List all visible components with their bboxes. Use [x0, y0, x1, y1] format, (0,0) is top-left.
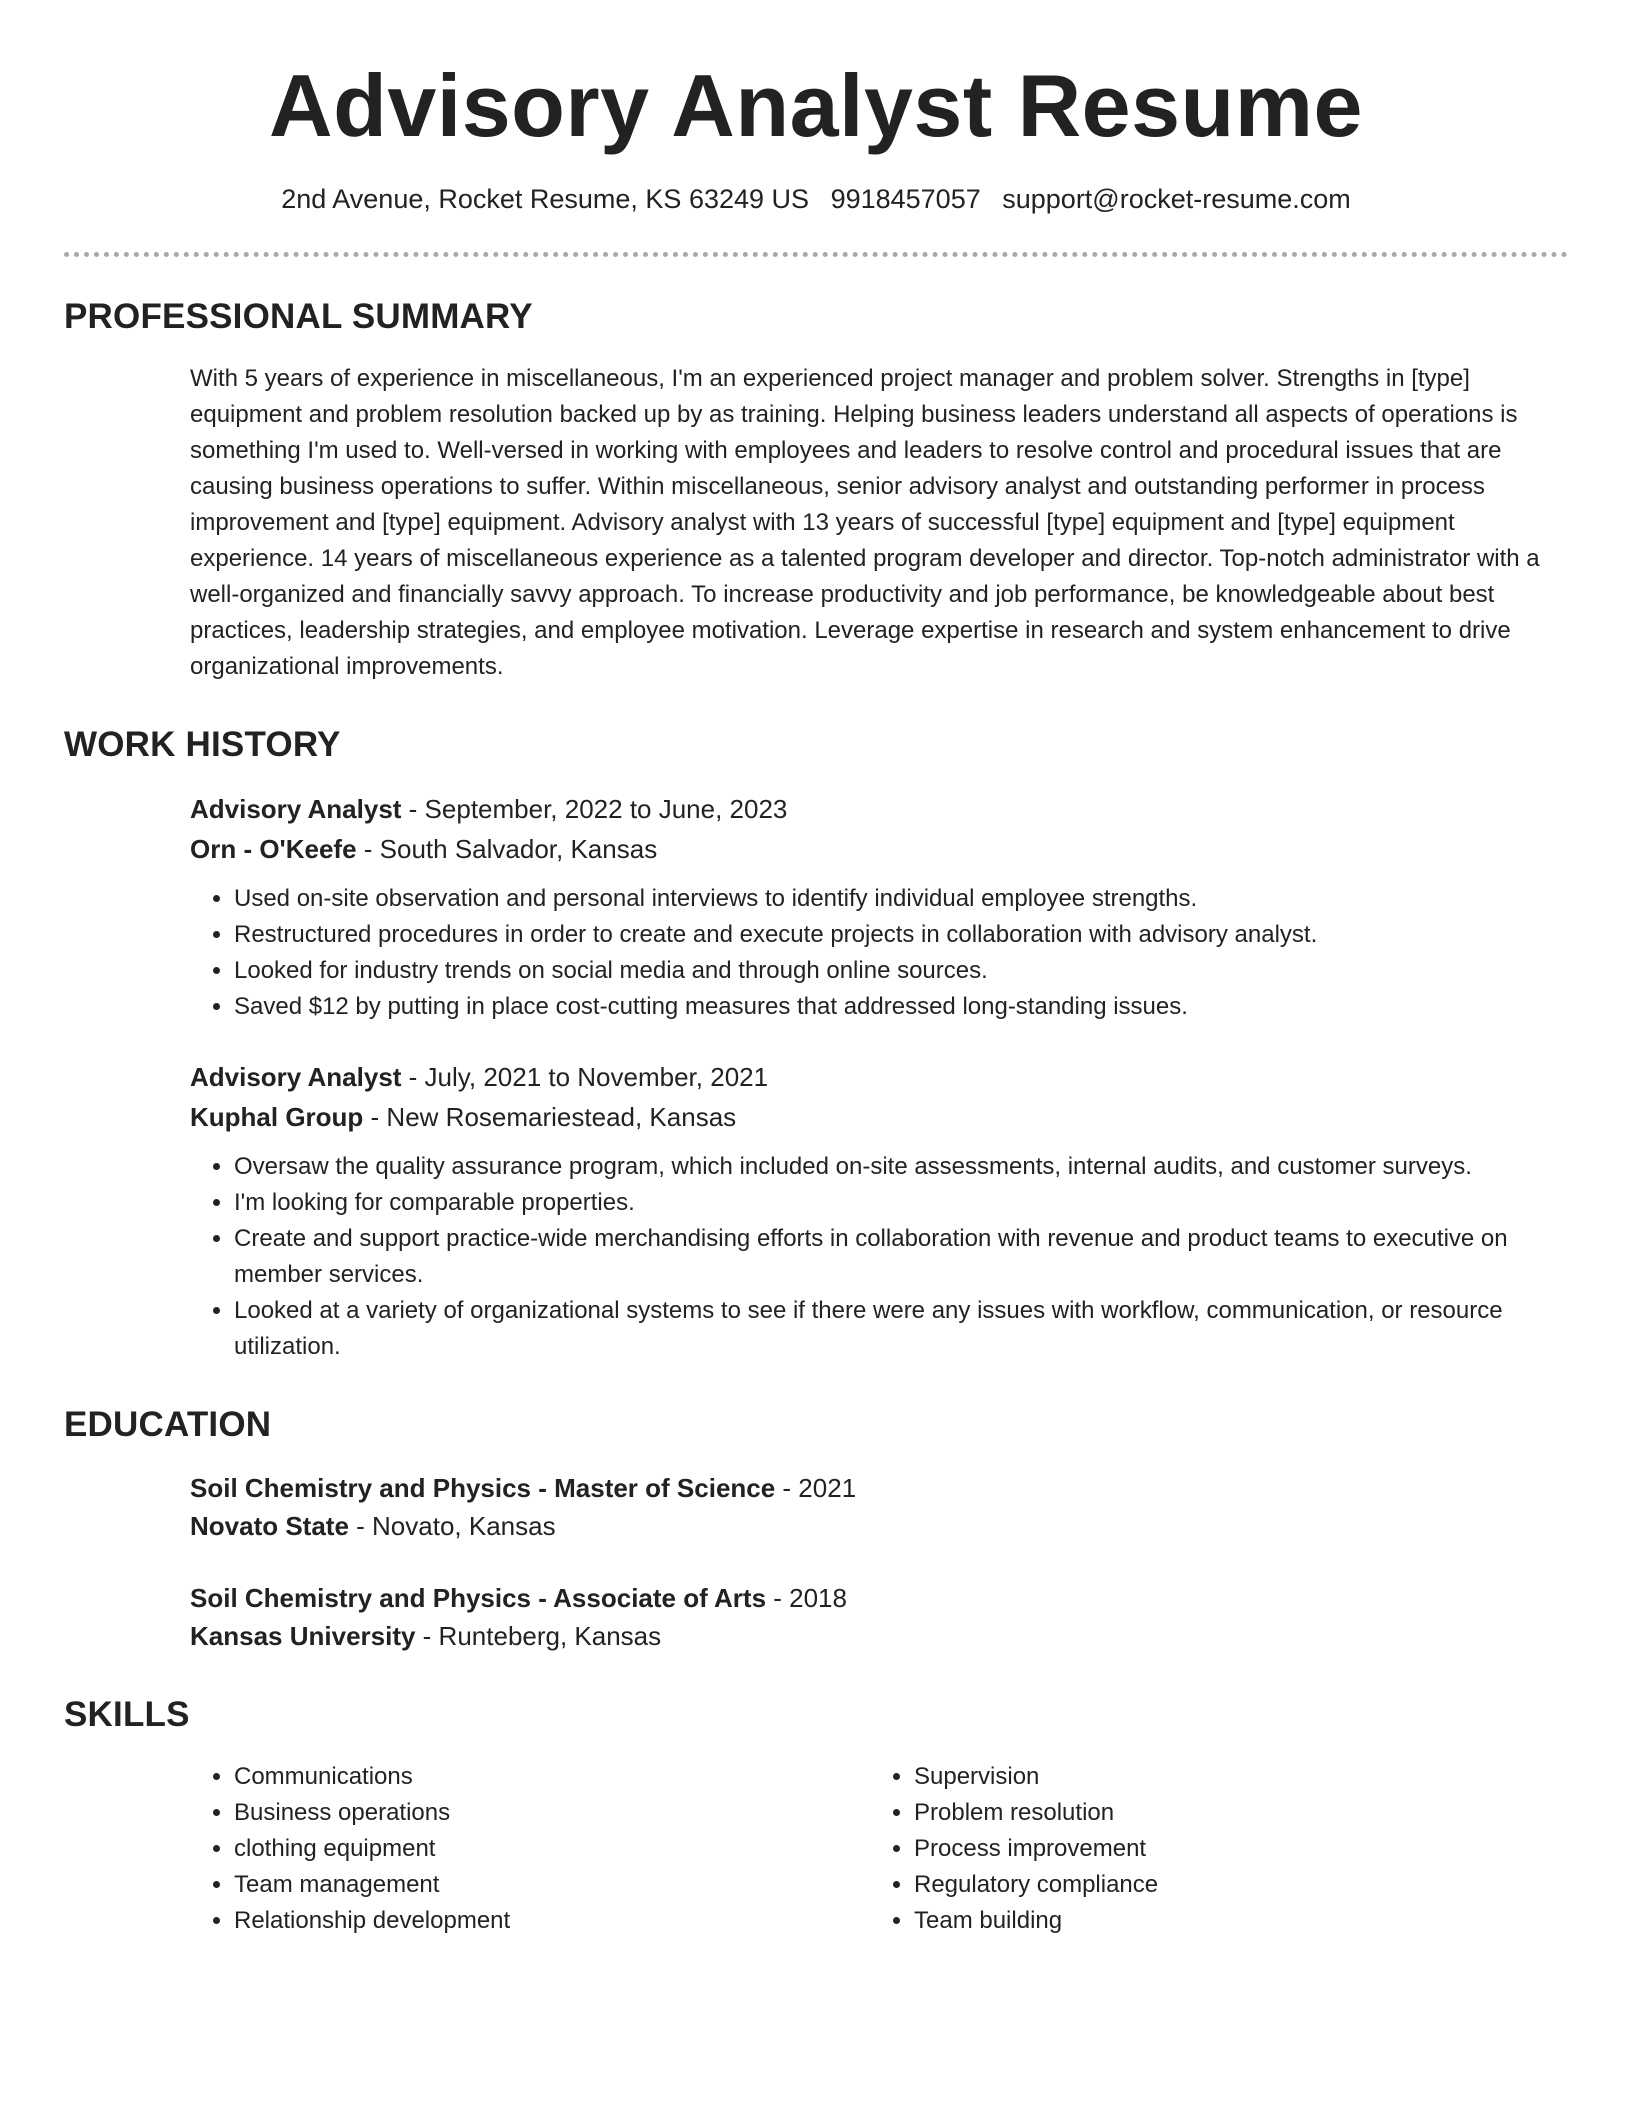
contact-email: support@rocket-resume.com [1002, 184, 1351, 214]
skill-item: • Team building [914, 1903, 1550, 1939]
education-degree-line [190, 1579, 1568, 1617]
skill-item: • Business operations [234, 1795, 870, 1831]
skill-item: • Supervision [914, 1759, 1550, 1795]
education-degree-line [190, 1469, 1568, 1507]
summary-heading: PROFESSIONAL SUMMARY [64, 297, 533, 336]
skills-list [190, 1759, 870, 1939]
education-section [64, 1403, 1568, 1655]
job-bullets [190, 1149, 1568, 1365]
job-title-line [190, 789, 1568, 829]
job-location: - South Salvador, Kansas [356, 834, 658, 864]
job-role: Advisory Analyst [190, 1062, 402, 1092]
job-role: Advisory Analyst [190, 794, 402, 824]
contact-line [64, 182, 1568, 216]
job-bullet: • Looked for industry trends on social media and through online sources. [234, 953, 1568, 989]
job-bullet: • Looked at a variety of organizational systems to see if there were any issues with workflow, communication, or resource utilization. [234, 1293, 1568, 1365]
job-bullet: • I'm looking for comparable properties. [234, 1185, 1568, 1221]
job-dates: - September, 2022 to June, 2023 [401, 794, 788, 824]
job-company-line [190, 829, 1568, 869]
skill-item: • Problem resolution [914, 1795, 1550, 1831]
contact-phone: 9918457057 [830, 184, 981, 214]
job-bullet: • Oversaw the quality assurance program, which included on-site assessments, internal audits, and customer surveys. [234, 1149, 1568, 1185]
skills-section [64, 1693, 1568, 1939]
job-company: Orn - O'Keefe [190, 834, 357, 864]
job-company-line [190, 1097, 1568, 1137]
skill-item: • clothing equipment [234, 1831, 870, 1867]
job-bullet: • Saved $12 by putting in place cost-cutting measures that addressed long-standing issues. [234, 989, 1568, 1025]
education-school: Kansas University [190, 1621, 416, 1651]
skills-list [870, 1759, 1550, 1939]
skills-column-right [870, 1759, 1550, 1939]
job-bullet: • Restructured procedures in order to create and execute projects in collaboration with advisory analyst. [234, 917, 1568, 953]
job-entry [190, 789, 1568, 1025]
skills-column-left [190, 1759, 870, 1939]
education-location: - Novato, Kansas [348, 1511, 556, 1541]
skills-grid [64, 1759, 1568, 1939]
work-history-section [64, 723, 1568, 1365]
resume-header [64, 0, 1568, 257]
skill-item: • Team management [234, 1867, 870, 1903]
job-dates: - July, 2021 to November, 2021 [401, 1062, 769, 1092]
header-divider [64, 252, 1568, 257]
job-company: Kuphal Group [190, 1102, 364, 1132]
job-entry [190, 1057, 1568, 1365]
skills-heading: SKILLS [64, 1695, 190, 1734]
job-location: - New Rosemariestead, Kansas [363, 1102, 737, 1132]
contact-address: 2nd Avenue, Rocket Resume, KS 63249 US [281, 184, 810, 214]
education-entry [190, 1579, 1568, 1655]
job-bullet: • Used on-site observation and personal interviews to identify individual employee strengths. [234, 881, 1568, 917]
work-history-heading: WORK HISTORY [64, 725, 341, 764]
job-bullet: • Create and support practice-wide merchandising efforts in collaboration with revenue and product teams to executive on member services. [234, 1221, 1568, 1293]
education-school: Novato State [190, 1511, 349, 1541]
resume-title: Advisory Analyst Resume [269, 56, 1363, 155]
job-title-line [190, 1057, 1568, 1097]
education-entry [190, 1469, 1568, 1545]
job-bullets [190, 881, 1568, 1025]
education-school-line [190, 1507, 1568, 1545]
education-location: - Runteberg, Kansas [415, 1621, 662, 1651]
education-heading: EDUCATION [64, 1405, 272, 1444]
skill-item: • Process improvement [914, 1831, 1550, 1867]
education-degree: Soil Chemistry and Physics - Master of Science [190, 1473, 776, 1503]
skill-item: • Communications [234, 1759, 870, 1795]
education-degree: Soil Chemistry and Physics - Associate of Arts [190, 1583, 767, 1613]
summary-text: With 5 years of experience in miscellaneous, I'm an experienced project manager and problem solver. Strengths in [type] equipment and problem resolution backed up by as training. Helping business leaders understand all aspects of operations is something I'm used to. Well-versed in working with employees and leaders to resolve control and procedural issues that are causing business operations to suffer. Within miscellaneous, senior advisory analyst and outstanding performer in process improvement and [type] equipment. Advisory analyst with 13 years of successful [type] equipment and [type] equipment experience. 14 years of miscellaneous experience as a talented program developer and director. Top-notch administrator with a well-organized and financially savvy approach. To increase productivity and job performance, be knowledgeable about best practices, leadership strategies, and employee motivation. Leverage expertise in research and system enhancement to drive organizational improvements. [190, 365, 1540, 680]
skill-item: • Relationship development [234, 1903, 870, 1939]
education-school-line [190, 1617, 1568, 1655]
education-year: - 2018 [766, 1583, 847, 1613]
education-year: - 2021 [775, 1473, 857, 1503]
summary-section [64, 295, 1568, 685]
skill-item: • Regulatory compliance [914, 1867, 1550, 1903]
